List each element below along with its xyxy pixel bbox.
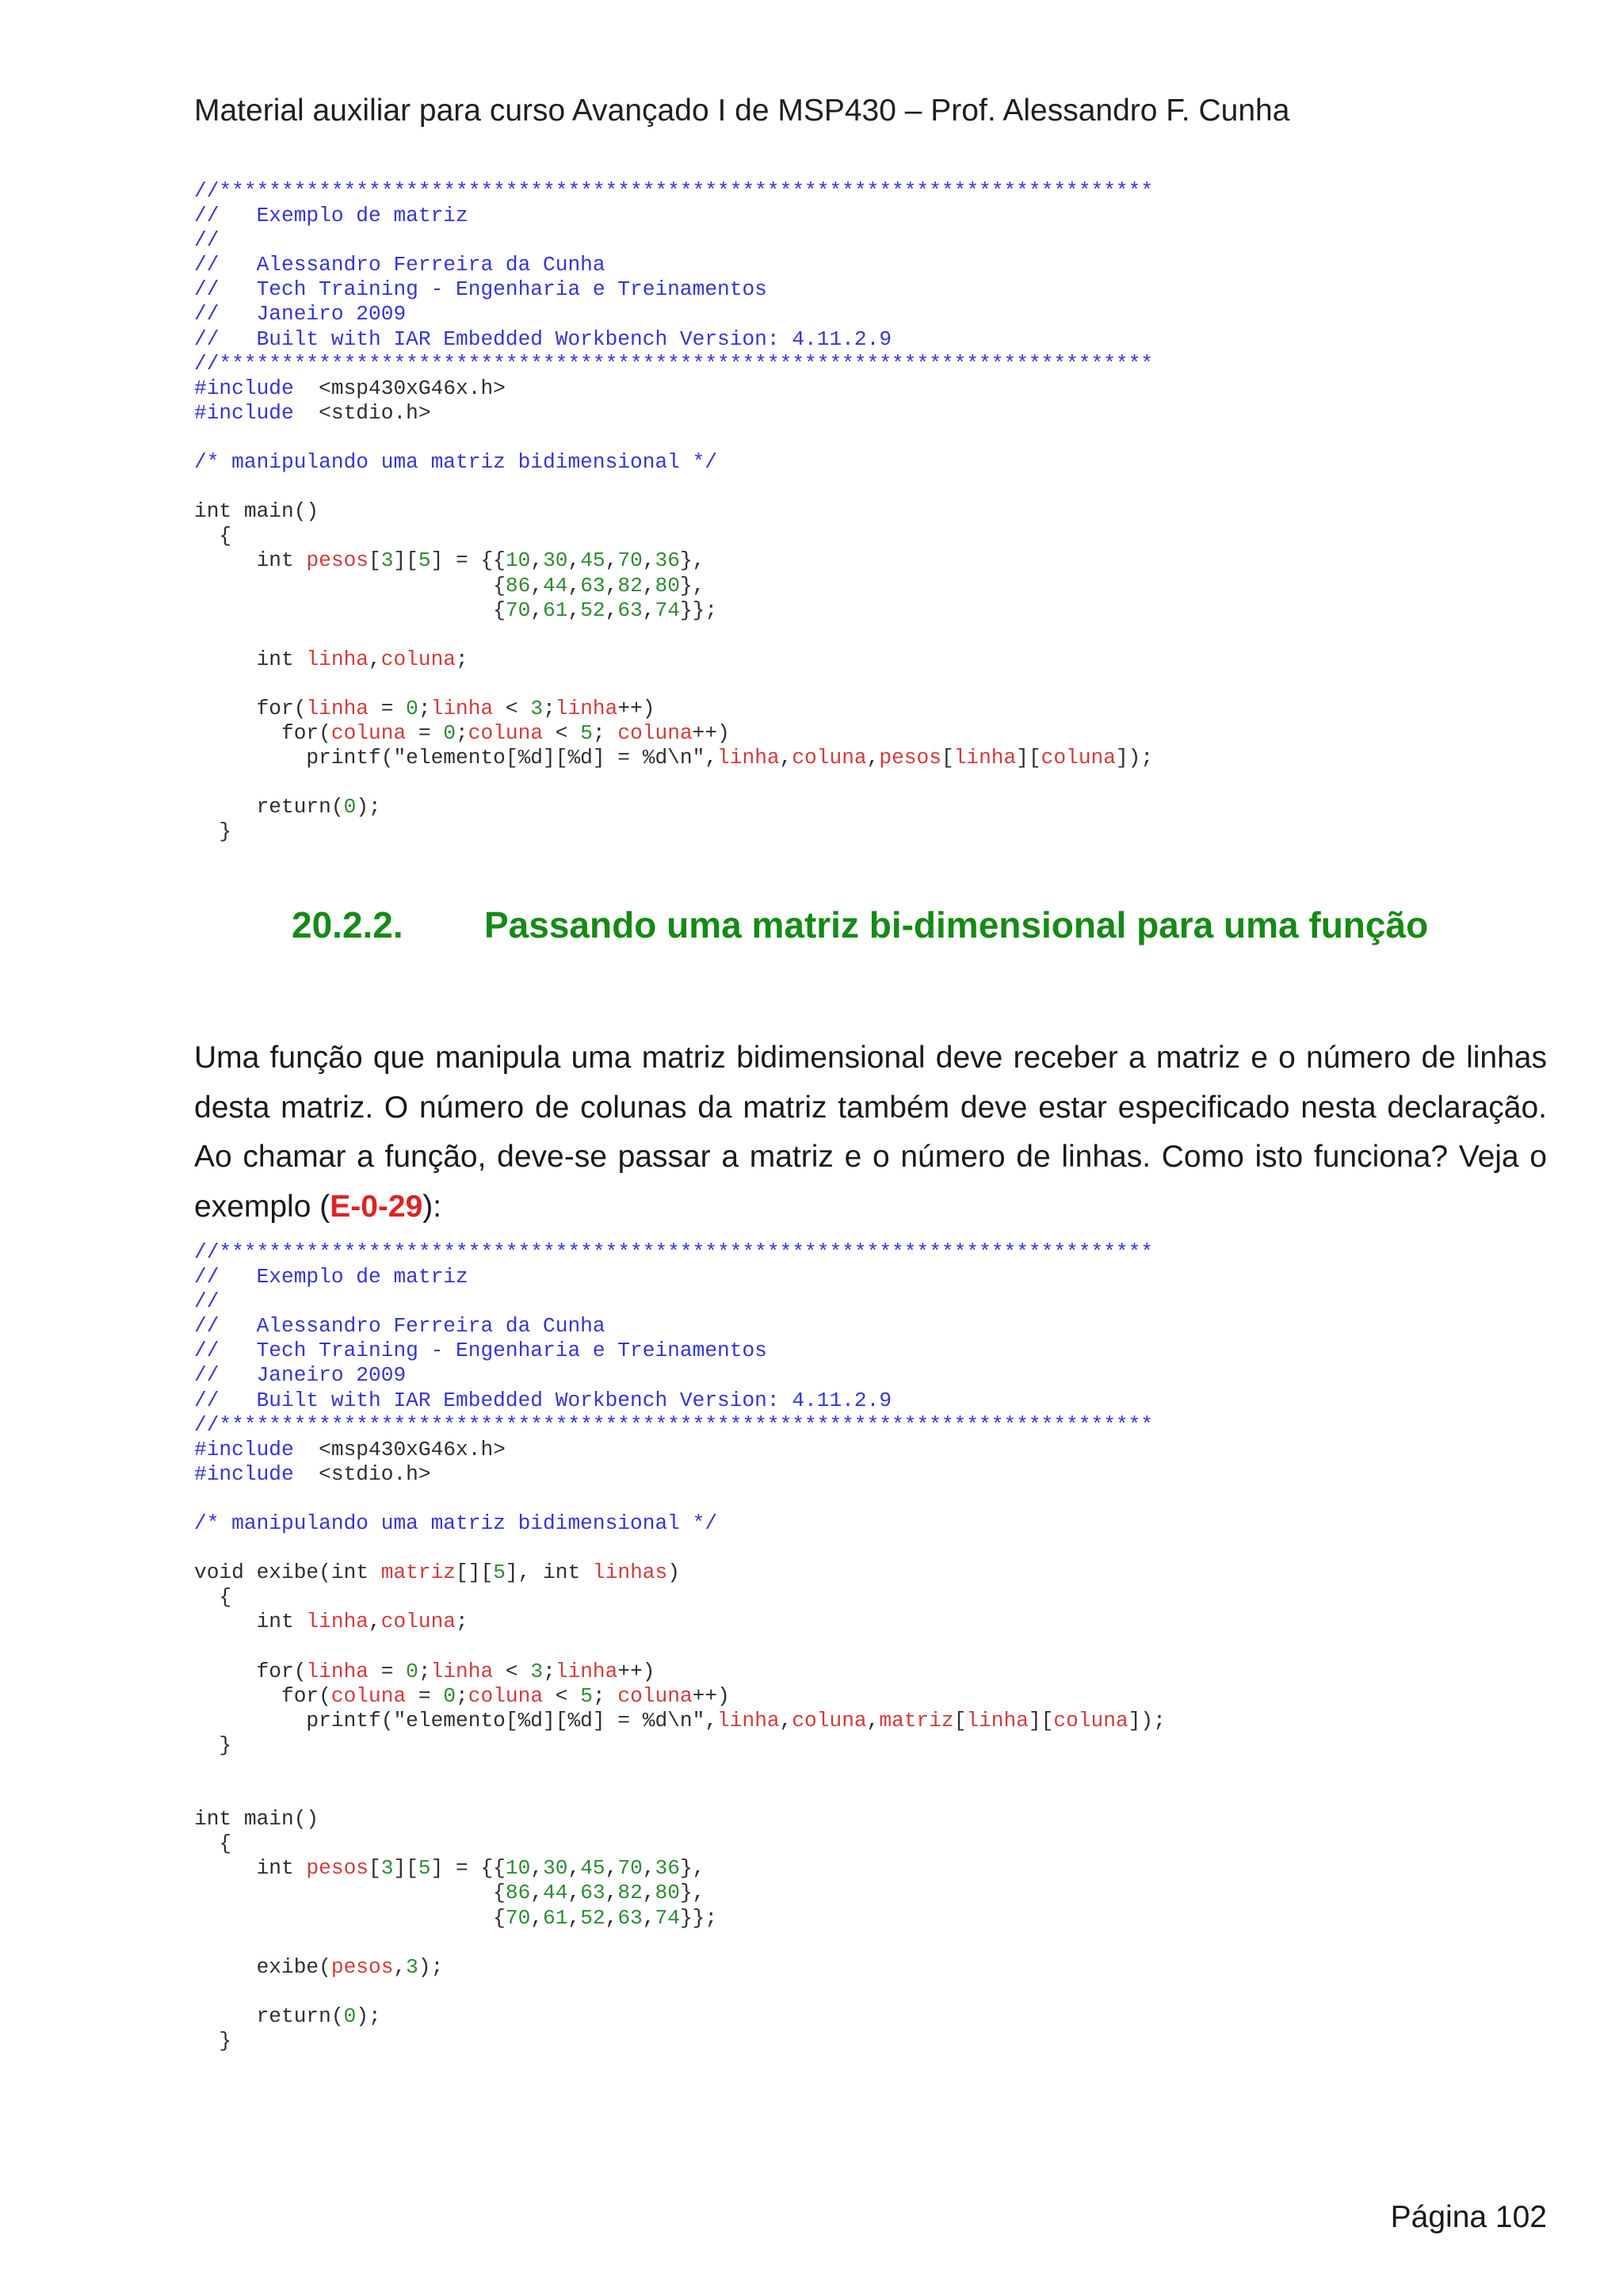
code-token: //*************************************************************************** [194, 1240, 1154, 1264]
code-token: // Janeiro 2009 [194, 1363, 407, 1388]
code-token: printf("elemento[%d][%d] = %d\n", [194, 1708, 718, 1733]
code-token: // Tech Training - Engenharia e Treinamentos [194, 277, 767, 302]
code-token: for( [194, 1683, 331, 1708]
code-line [194, 623, 1153, 648]
code-token: 63 [580, 573, 605, 598]
code-token: = [369, 696, 407, 720]
code-token: <msp430xG46x.h> [293, 376, 506, 400]
code-token: { [194, 524, 232, 548]
code-token: 44 [543, 1881, 568, 1905]
code-token: = [369, 1659, 407, 1683]
code-token: ][ [393, 548, 418, 573]
code-token: 70 [505, 1905, 531, 1930]
code-token: , [642, 1856, 655, 1881]
code-line [194, 795, 1153, 819]
code-token: // Built with IAR Embedded Workbench Version: 4.11.2.9 [194, 327, 892, 351]
code-token: 0 [343, 795, 357, 819]
code-token: #include [194, 1461, 294, 1486]
code-token: #include [194, 400, 294, 425]
code-token: , [866, 746, 880, 770]
code-token: 61 [543, 598, 568, 622]
code-token: , [530, 598, 544, 622]
code-token: ; [456, 647, 468, 671]
code-token: pesos [879, 746, 941, 770]
code-token: ++) [692, 1683, 730, 1708]
code-token: // Alessandro Ferreira da Cunha [194, 1314, 605, 1339]
code-line [194, 1265, 1166, 1289]
code-token: < [543, 1683, 581, 1708]
code-token: { [194, 1585, 232, 1610]
code-token: 3 [380, 1856, 394, 1881]
code-line [194, 327, 1153, 352]
code-line [194, 352, 1153, 376]
code-token: ); [356, 2004, 381, 2028]
code-token: ; [456, 1683, 468, 1708]
code-token: , [605, 1905, 618, 1930]
code-token: int [194, 1610, 307, 1634]
code-token: // Exemplo de matriz [194, 1265, 468, 1289]
code-token: pesos [306, 1856, 369, 1881]
code-token: 74 [655, 1905, 680, 1930]
code-token: 52 [580, 598, 605, 622]
code-token: //*************************************************************************** [194, 351, 1154, 376]
code-token: pesos [306, 548, 369, 573]
code-line [194, 1314, 1166, 1339]
code-token: coluna [617, 1683, 693, 1708]
code-token: // [194, 1289, 220, 1314]
code-token: coluna [330, 721, 407, 746]
code-line [194, 1339, 1166, 1363]
code-token: }, [679, 573, 705, 598]
code-token: 70 [505, 598, 531, 622]
code-token: [ [369, 548, 381, 573]
code-line [194, 1758, 1166, 1782]
code-line [194, 1931, 1166, 1955]
code-token: exibe( [194, 1954, 331, 1979]
code-token: coluna [1041, 746, 1116, 770]
code-token: ; [543, 696, 556, 720]
code-token: } [194, 2029, 232, 2053]
code-token: coluna [468, 721, 544, 746]
code-token: , [642, 573, 655, 598]
code-token: ][ [1016, 746, 1041, 770]
code-token: linha [966, 1708, 1029, 1733]
section-heading [292, 904, 1428, 946]
code-token: }, [679, 1881, 705, 1905]
code-line [194, 746, 1153, 770]
code-token: ]); [1115, 746, 1154, 770]
code-token: // Exemplo de matriz [194, 204, 468, 228]
code-token: #include [194, 1437, 294, 1461]
code-token: linha [306, 1610, 369, 1634]
code-token: { [194, 1881, 506, 1905]
code-token: , [567, 548, 581, 573]
section-title: Passando uma matriz bi-dimensional para uma função [484, 904, 1429, 946]
code-token: #include [194, 376, 294, 400]
code-token: } [194, 1733, 232, 1757]
code-token: 5 [418, 1856, 431, 1881]
code-line [194, 1487, 1166, 1511]
code-token: , [530, 573, 544, 598]
code-token: coluna [468, 1683, 544, 1708]
code-line [194, 302, 1153, 327]
code-token: 52 [580, 1905, 605, 1930]
code-line [194, 401, 1153, 426]
code-line [194, 770, 1153, 795]
code-token: 80 [655, 1881, 680, 1905]
code-token: 3 [406, 1954, 418, 1979]
code-token: { [194, 573, 506, 598]
code-line [194, 1389, 1166, 1413]
code-token: < [543, 721, 581, 746]
code-token: 10 [505, 1856, 531, 1881]
code-line [194, 1561, 1166, 1585]
code-token: , [530, 1881, 544, 1905]
code-token: printf("elemento[%d][%d] = %d\n", [194, 746, 718, 770]
code-line [194, 1536, 1166, 1561]
code-token: coluna [1053, 1708, 1128, 1733]
code-token: 3 [530, 1659, 544, 1683]
code-token: , [530, 548, 544, 573]
code-token: < [493, 696, 531, 720]
code-token: linha [306, 1659, 369, 1683]
code-token: , [605, 1856, 618, 1881]
code-token: { [194, 598, 506, 622]
code-token: // Tech Training - Engenharia e Treinamentos [194, 1339, 767, 1363]
code-token: , [567, 1905, 581, 1930]
code-token: , [642, 1905, 655, 1930]
code-token: ; [592, 721, 618, 746]
code-line [194, 1782, 1166, 1807]
code-token: 5 [580, 1683, 593, 1708]
code-token: [][ [456, 1561, 494, 1585]
code-token: ][ [393, 1856, 418, 1881]
code-token: , [642, 548, 655, 573]
code-line [194, 179, 1153, 204]
code-token: coluna [792, 1708, 867, 1733]
code-token: ); [356, 795, 381, 819]
code-token: }}; [679, 1905, 718, 1930]
code-token: }}; [679, 598, 718, 622]
code-token: 82 [617, 1881, 643, 1905]
code-token: coluna [330, 1683, 407, 1708]
code-token: = [406, 1683, 444, 1708]
code-token: matriz [380, 1561, 456, 1585]
code-line [194, 1511, 1166, 1536]
code-line [194, 1363, 1166, 1388]
code-token: 70 [617, 1856, 643, 1881]
code-line [194, 1610, 1166, 1634]
code-token: ; [456, 1610, 468, 1634]
code-token: 36 [655, 1856, 680, 1881]
code-line [194, 1635, 1166, 1660]
code-token: // [194, 228, 220, 253]
code-line [194, 1709, 1166, 1733]
code-token: 30 [543, 548, 568, 573]
code-token: ; [592, 1683, 618, 1708]
code-token: , [393, 1954, 407, 1979]
code-token: , [605, 573, 618, 598]
code-line [194, 475, 1153, 499]
code-token: <msp430xG46x.h> [293, 1437, 506, 1461]
code-token: //*************************************************************************** [194, 179, 1154, 203]
code-token: linha [430, 1659, 494, 1683]
code-line [194, 1684, 1166, 1709]
code-token: { [194, 1832, 232, 1856]
code-line [194, 548, 1153, 573]
code-line [194, 376, 1153, 401]
code-token: 63 [617, 1905, 643, 1930]
code-line [194, 204, 1153, 228]
code-token: 70 [617, 548, 643, 573]
code-token: , [866, 1708, 880, 1733]
code-token: 61 [543, 1905, 568, 1930]
code-line [194, 1438, 1166, 1462]
code-token: 10 [505, 548, 531, 573]
code-line [194, 1856, 1166, 1881]
code-token: coluna [792, 746, 867, 770]
code-token: int [194, 1856, 307, 1881]
code-line [194, 2004, 1166, 2029]
code-line [194, 1413, 1166, 1438]
code-token: , [642, 598, 655, 622]
code-token: 80 [655, 573, 680, 598]
code-token: int [194, 647, 307, 671]
code-line [194, 1289, 1166, 1314]
code-token: 30 [543, 1856, 568, 1881]
code-token: 0 [406, 696, 418, 720]
code-token: , [605, 1881, 618, 1905]
code-token: [ [953, 1708, 967, 1733]
code-token: //*************************************************************************** [194, 1412, 1154, 1437]
code-token: , [605, 598, 618, 622]
code-line [194, 819, 1153, 844]
code-token: ) [667, 1561, 680, 1585]
code-token: 0 [343, 2004, 357, 2028]
code-token: <stdio.h> [293, 400, 431, 425]
code-line [194, 2029, 1166, 2053]
code-token: 63 [580, 1881, 605, 1905]
code-token: ++) [617, 696, 655, 720]
code-line [194, 697, 1153, 721]
code-token: linha [555, 1659, 618, 1683]
code-token: int main() [194, 499, 319, 524]
code-token: linha [430, 696, 494, 720]
code-token: linha [555, 696, 618, 720]
code-token: 86 [505, 1881, 531, 1905]
code-token: ; [456, 721, 468, 746]
code-line [194, 574, 1153, 598]
code-token: for( [194, 1659, 307, 1683]
code-token: matriz [879, 1708, 954, 1733]
code-token: 5 [418, 548, 431, 573]
code-line [194, 253, 1153, 277]
code-token: , [567, 1881, 581, 1905]
code-token: coluna [617, 721, 693, 746]
code-line [194, 648, 1153, 672]
code-line [194, 1733, 1166, 1758]
code-token: void exibe(int [194, 1561, 381, 1585]
code-line [194, 721, 1153, 746]
code-token: ], int [505, 1561, 593, 1585]
code-token: , [605, 548, 618, 573]
code-token: /* manipulando uma matriz bidimensional */ [194, 450, 718, 475]
code-token: , [567, 598, 581, 622]
code-token: coluna [380, 1610, 456, 1634]
code-line [194, 1980, 1166, 2004]
code-token: } [194, 819, 232, 844]
code-token: 3 [380, 548, 394, 573]
paragraph-text-end: ): [422, 1189, 442, 1224]
code-token: , [642, 1881, 655, 1905]
code-token: , [779, 746, 792, 770]
code-token: ; [418, 1659, 431, 1683]
code-token: , [530, 1856, 544, 1881]
code-token: /* manipulando uma matriz bidimensional */ [194, 1511, 718, 1536]
example-reference: E-0-29 [330, 1189, 423, 1224]
code-line [194, 1240, 1166, 1265]
code-token: ] = {{ [430, 548, 506, 573]
code-line [194, 1832, 1166, 1856]
code-token: ++) [617, 1659, 655, 1683]
page-number: Página 102 [1390, 2200, 1547, 2234]
code-token: linhas [592, 1561, 668, 1585]
code-token: return( [194, 2004, 344, 2028]
code-token: 0 [406, 1659, 418, 1683]
code-line [194, 1807, 1166, 1832]
code-token: ; [418, 696, 431, 720]
code-token: ] = {{ [430, 1856, 506, 1881]
code-token: 0 [443, 1683, 456, 1708]
code-token: 63 [617, 598, 643, 622]
code-token: 36 [655, 548, 680, 573]
code-line [194, 499, 1153, 524]
code-token: ++) [692, 721, 730, 746]
code-token: , [779, 1708, 792, 1733]
section-number: 20.2.2. [292, 904, 403, 946]
code-token: , [567, 573, 581, 598]
code-line [194, 524, 1153, 548]
code-token: [ [369, 1856, 381, 1881]
code-line [194, 1462, 1166, 1487]
code-token: , [567, 1856, 581, 1881]
code-token: 5 [493, 1561, 506, 1585]
code-token: < [493, 1659, 531, 1683]
code-token: 82 [617, 573, 643, 598]
code-token: [ [941, 746, 954, 770]
code-token: 45 [580, 1856, 605, 1881]
code-token: // Alessandro Ferreira da Cunha [194, 253, 605, 277]
code-line [194, 450, 1153, 475]
code-token: ]); [1128, 1708, 1166, 1733]
code-token: 0 [443, 721, 456, 746]
code-token: for( [194, 721, 331, 746]
code-token: return( [194, 795, 344, 819]
code-token: linha [306, 696, 369, 720]
code-token: linha [717, 746, 780, 770]
code-token: <stdio.h> [293, 1461, 431, 1486]
code-line [194, 1585, 1166, 1610]
code-token: ); [418, 1954, 444, 1979]
code-token: coluna [380, 647, 456, 671]
code-line [194, 228, 1153, 253]
code-token: linha [717, 1708, 780, 1733]
code-token: }, [679, 1856, 705, 1881]
code-token: = [406, 721, 444, 746]
code-listing-2 [194, 1240, 1166, 2053]
code-token: 44 [543, 573, 568, 598]
code-token: for( [194, 696, 307, 720]
code-token: ][ [1028, 1708, 1054, 1733]
code-token: // Built with IAR Embedded Workbench Version: 4.11.2.9 [194, 1388, 892, 1412]
page-header: Material auxiliar para curso Avançado I de MSP430 – Prof. Alessandro F. Cunha [194, 94, 1290, 128]
code-line [194, 1660, 1166, 1684]
code-line [194, 1881, 1166, 1905]
code-token: , [369, 647, 381, 671]
code-line [194, 426, 1153, 450]
code-token: linha [953, 746, 1017, 770]
code-line [194, 1955, 1166, 1980]
code-token: int [194, 548, 307, 573]
code-token: { [194, 1905, 506, 1930]
code-token: 5 [580, 721, 593, 746]
code-line [194, 672, 1153, 697]
code-token: , [530, 1905, 544, 1930]
body-paragraph [194, 1033, 1547, 1232]
code-token: 86 [505, 573, 531, 598]
code-token: pesos [330, 1954, 394, 1979]
code-token: // Janeiro 2009 [194, 302, 407, 327]
paragraph-text: Uma função que manipula uma matriz bidimensional deve receber a matriz e o número de linhas desta matriz. O número de colunas da matriz também deve estar especificado nesta declaração. Ao chamar a função, deve-se passar a matriz e o número de linhas. Como isto funciona? Veja o exemplo ( [194, 1041, 1547, 1224]
code-line [194, 598, 1153, 623]
code-token: 45 [580, 548, 605, 573]
code-line [194, 277, 1153, 302]
code-token: linha [306, 647, 369, 671]
code-token: 3 [530, 696, 544, 720]
code-token: ; [543, 1659, 556, 1683]
code-token: , [369, 1610, 381, 1634]
code-listing-1 [194, 179, 1153, 845]
code-line [194, 1906, 1166, 1931]
code-token: 74 [655, 598, 680, 622]
code-token: int main() [194, 1807, 319, 1832]
code-token: }, [679, 548, 705, 573]
